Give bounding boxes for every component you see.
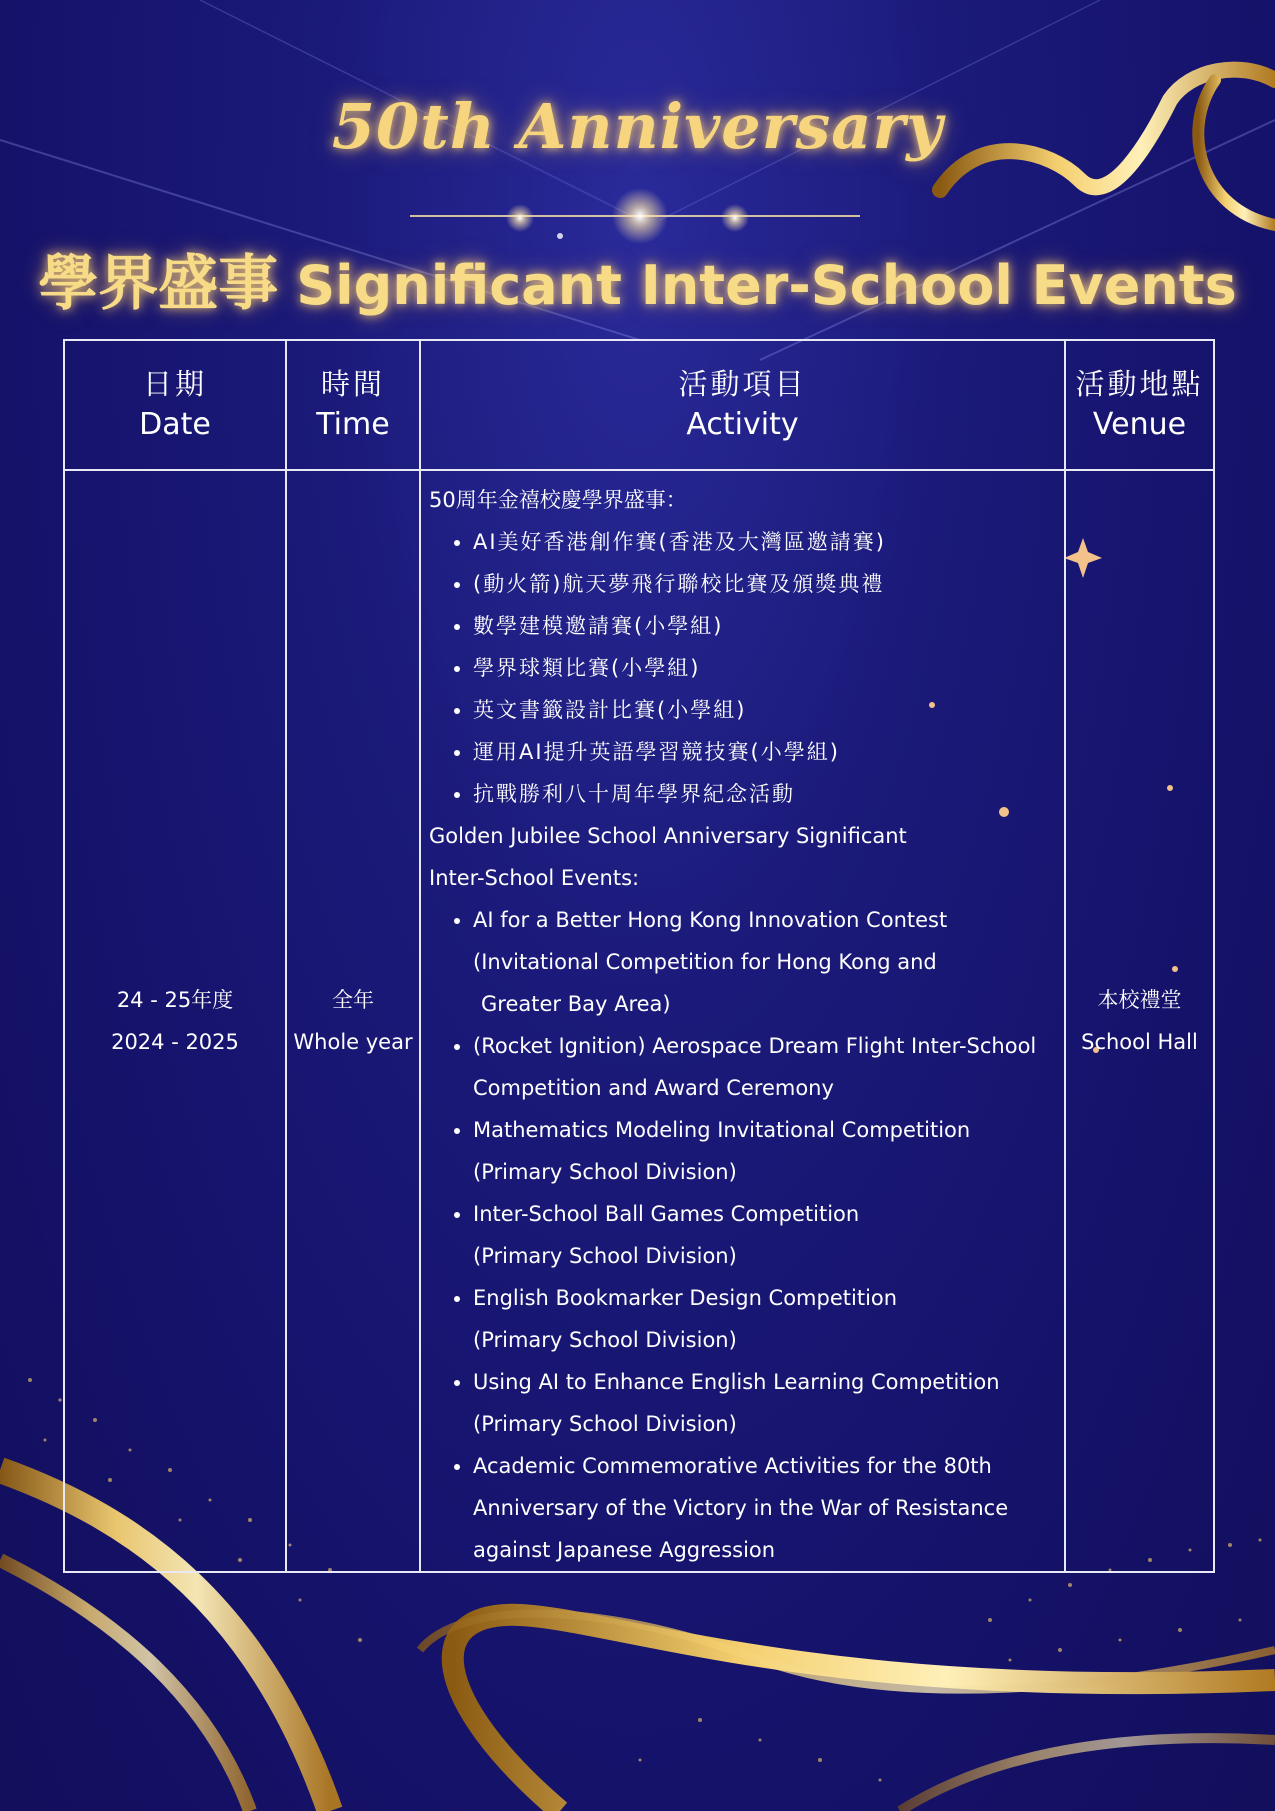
- list-item-line: Using AI to Enhance English Learning Competition: [473, 1370, 1000, 1394]
- list-item-line: English Bookmarker Design Competition: [473, 1286, 898, 1310]
- list-item: [473, 1025, 1058, 1109]
- column-header-date: [64, 340, 286, 470]
- page-title-zh: 學界盛事: [38, 249, 279, 319]
- list-item-line: Anniversary of the Victory in the War of Resistance: [473, 1496, 1009, 1520]
- page-title-en: Significant Inter-School Events: [296, 254, 1237, 317]
- column-header-activity: [420, 340, 1065, 470]
- activity-intro-zh: 50周年金禧校慶學界盛事：: [429, 488, 687, 512]
- list-item-line: Mathematics Modeling Invitational Competition: [473, 1118, 971, 1142]
- column-header-venue: [1065, 340, 1214, 470]
- date-en: 2024 - 2025: [111, 1030, 239, 1054]
- activity-list-en: [429, 899, 1058, 1571]
- time-cell: [286, 470, 420, 1572]
- events-table: [63, 339, 1215, 1573]
- list-item: [473, 1193, 1058, 1277]
- list-item-line: (Rocket Ignition) Aerospace Dream Flight Inter-School: [473, 1034, 1037, 1058]
- date-cell: [64, 470, 286, 1572]
- list-item-line: Greater Bay Area): [481, 992, 671, 1016]
- list-item: • 英文書籤設計比賽(小學組): [473, 689, 1058, 731]
- list-item: • 學界球類比賽(小學組): [473, 647, 1058, 689]
- list-item: • 抗戰勝利八十周年學界紀念活動: [473, 773, 1058, 815]
- venue-zh: 本校禮堂: [1097, 988, 1182, 1012]
- list-item-line: Academic Commemorative Activities for the 80th: [473, 1454, 992, 1478]
- list-item: [473, 899, 1058, 1025]
- time-zh: 全年: [332, 988, 374, 1012]
- column-header-en: Date: [139, 407, 211, 442]
- column-header-time: [286, 340, 420, 470]
- column-header-en: Venue: [1092, 407, 1187, 442]
- list-item-line: Inter-School Ball Games Competition: [473, 1202, 860, 1226]
- activity-intro-en-line1: Golden Jubilee School Anniversary Significant: [429, 824, 907, 848]
- list-item: [473, 1361, 1058, 1445]
- list-item-line: (Invitational Competition for Hong Kong and: [473, 950, 937, 974]
- column-header-en: Activity: [686, 407, 799, 442]
- list-item: [473, 1277, 1058, 1361]
- venue-en: School Hall: [1081, 1030, 1198, 1054]
- table-row: [64, 470, 1214, 1572]
- activity-intro-en-line2: Inter-School Events:: [429, 866, 640, 890]
- list-item: • 運用AI提升英語學習競技賽(小學組): [473, 731, 1058, 773]
- column-header-en: Time: [316, 407, 390, 442]
- list-item-line: (Primary School Division): [473, 1328, 737, 1352]
- list-item-line: AI for a Better Hong Kong Innovation Contest: [473, 908, 948, 932]
- venue-cell: [1065, 470, 1214, 1572]
- list-item: [473, 1109, 1058, 1193]
- list-item-line: (Primary School Division): [473, 1412, 737, 1436]
- list-item: [473, 1445, 1058, 1571]
- list-item: • AI美好香港創作賽(香港及大灣區邀請賽): [473, 521, 1058, 563]
- date-zh: 24 - 25年度: [116, 988, 234, 1012]
- list-item-line: against Japanese Aggression: [473, 1538, 776, 1562]
- table-header-row: [64, 340, 1214, 470]
- column-header-zh: 活動項目: [678, 367, 807, 401]
- list-item-line: (Primary School Division): [473, 1160, 737, 1184]
- list-item: • (動火箭)航天夢飛行聯校比賽及頒獎典禮: [473, 563, 1058, 605]
- page-title: [0, 236, 1275, 322]
- list-item-line: Competition and Award Ceremony: [473, 1076, 834, 1100]
- column-header-zh: 活動地點: [1075, 367, 1204, 401]
- column-header-zh: 日期: [142, 367, 207, 401]
- activity-cell: [420, 470, 1065, 1572]
- list-item-line: (Primary School Division): [473, 1244, 737, 1268]
- time-en: Whole year: [293, 1030, 413, 1054]
- activity-list-zh: [429, 521, 1058, 815]
- column-header-zh: 時間: [320, 367, 385, 401]
- list-item: • 數學建模邀請賽(小學組): [473, 605, 1058, 647]
- anniversary-title: 50th Anniversary: [331, 90, 944, 163]
